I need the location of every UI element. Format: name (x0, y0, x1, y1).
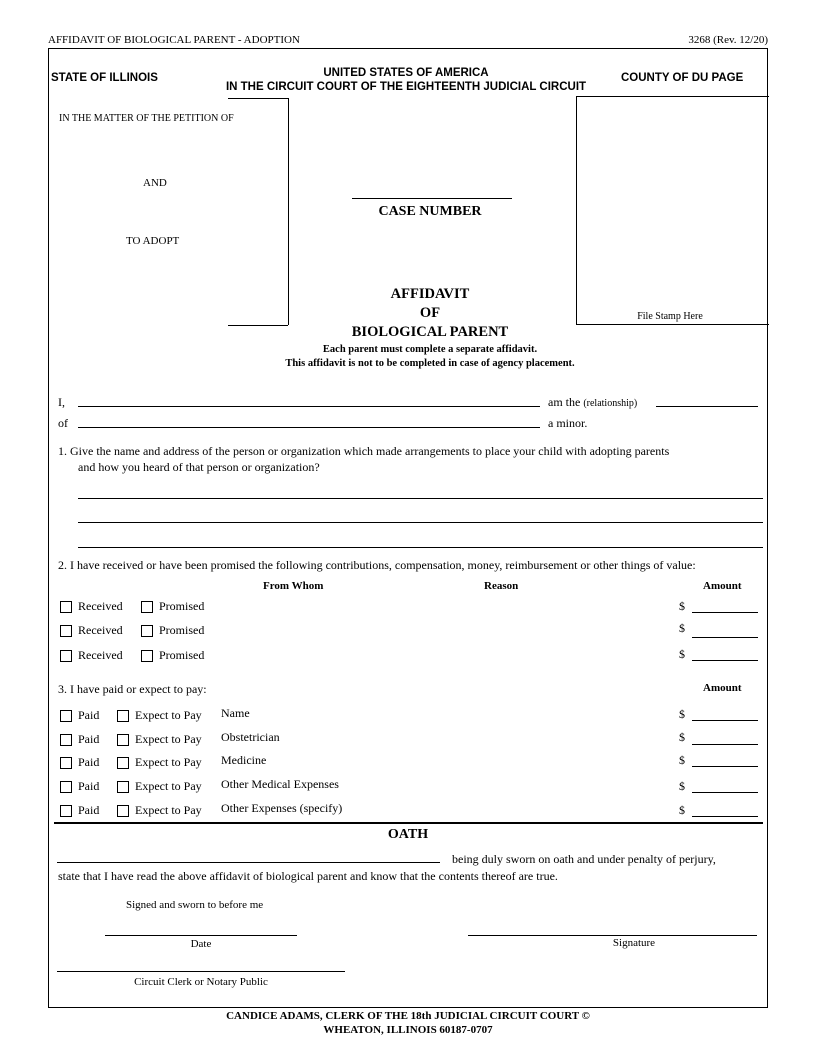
amount-field-q2-2[interactable] (692, 637, 758, 638)
oath-heading: OATH (387, 827, 429, 842)
dollar-sign: $ (679, 803, 685, 817)
of-label: of (58, 416, 68, 430)
country-label: UNITED STATES OF AMERICA (323, 67, 489, 79)
oath-name-field[interactable] (57, 862, 440, 863)
caption-left-bottom (228, 325, 288, 326)
amount-field-q3-5[interactable] (692, 816, 758, 817)
q3-col-amount: Amount (703, 682, 742, 694)
expense-item-1: Name (221, 706, 250, 720)
promised-label-3: Promised (159, 648, 205, 662)
title-line1: AFFIDAVIT (390, 286, 470, 302)
expect-checkbox-2[interactable] (117, 734, 129, 746)
county-label: COUNTY OF DU PAGE (621, 72, 744, 84)
promised-label-1: Promised (159, 599, 205, 613)
q1-line1: 1. Give the name and address of the person or organization which made arrangements to place your child with adopting parents (58, 444, 670, 458)
minor-label: a minor. (548, 416, 588, 430)
expect-checkbox-3[interactable] (117, 757, 129, 769)
paid-checkbox-2[interactable] (60, 734, 72, 746)
paid-checkbox-3[interactable] (60, 757, 72, 769)
q1-answer-line-1[interactable] (78, 498, 763, 499)
date-label: Date (190, 938, 212, 950)
oath-divider (54, 822, 763, 824)
signed-sworn-label: Signed and sworn to before me (126, 899, 264, 911)
paid-label-4: Paid (78, 779, 100, 793)
dollar-sign: $ (679, 753, 685, 767)
expense-item-3: Medicine (221, 753, 267, 767)
am-the-label (548, 395, 637, 410)
expect-checkbox-4[interactable] (117, 781, 129, 793)
dollar-sign: $ (679, 779, 685, 793)
i-label: I, (58, 395, 65, 409)
to-adopt-label: TO ADOPT (126, 235, 180, 247)
amount-field-q3-4[interactable] (692, 792, 758, 793)
expect-label-3: Expect to Pay (135, 755, 202, 769)
caption-left-bracket (288, 98, 289, 325)
expect-label-5: Expect to Pay (135, 803, 202, 817)
circuit-label: IN THE CIRCUIT COURT OF THE EIGHTEENTH JUDICIAL CIRCUIT (225, 81, 587, 93)
expect-label-1: Expect to Pay (135, 708, 202, 722)
signature-field[interactable] (468, 935, 757, 936)
received-checkbox-1[interactable] (60, 601, 72, 613)
received-label-2: Received (78, 623, 123, 637)
paid-label-1: Paid (78, 708, 100, 722)
relationship-label: (relationship) (583, 398, 638, 409)
promised-checkbox-3[interactable] (141, 650, 153, 662)
received-label-3: Received (78, 648, 123, 662)
expense-item-2: Obstetrician (221, 730, 280, 744)
file-stamp-label: File Stamp Here (637, 311, 703, 322)
expect-label-2: Expect to Pay (135, 732, 202, 746)
and-label: AND (143, 177, 167, 189)
dollar-sign: $ (679, 707, 685, 721)
amount-field-q3-2[interactable] (692, 744, 758, 745)
expect-checkbox-5[interactable] (117, 805, 129, 817)
oath-statement: state that I have read the above affidavit of biological parent and know that the contents thereof are true. (58, 869, 558, 883)
q2-text: 2. I have received or have been promised the following contributions, compensation, money, reimbursement or other things of value: (58, 558, 696, 572)
expect-label-4: Expect to Pay (135, 779, 202, 793)
promised-checkbox-2[interactable] (141, 625, 153, 637)
oath-sworn-text: being duly sworn on oath and under penalty of perjury, (452, 852, 716, 866)
note-agency: This affidavit is not to be completed in case of agency placement. (285, 358, 575, 369)
minor-name-field[interactable] (78, 427, 540, 428)
title-line2: OF (419, 305, 441, 321)
expense-item-4: Other Medical Expenses (221, 777, 339, 791)
amount-field-q2-3[interactable] (692, 660, 758, 661)
q1-answer-line-2[interactable] (78, 522, 763, 523)
clerk-notary-label: Circuit Clerk or Notary Public (134, 976, 268, 988)
dollar-sign: $ (679, 647, 685, 661)
case-number-line[interactable] (352, 198, 512, 199)
promised-label-2: Promised (159, 623, 205, 637)
received-checkbox-3[interactable] (60, 650, 72, 662)
state-label: STATE OF ILLINOIS (51, 72, 158, 84)
date-field[interactable] (105, 935, 297, 936)
am-the-text: am the (548, 395, 581, 409)
paid-label-2: Paid (78, 732, 100, 746)
amount-field-q3-3[interactable] (692, 766, 758, 767)
matter-label: IN THE MATTER OF THE PETITION OF (59, 113, 234, 124)
dollar-sign: $ (679, 599, 685, 613)
expense-item-5: Other Expenses (specify) (221, 801, 343, 815)
expect-checkbox-1[interactable] (117, 710, 129, 722)
q1-answer-line-3[interactable] (78, 547, 763, 548)
signature-label: Signature (612, 937, 656, 949)
received-label-1: Received (78, 599, 123, 613)
received-checkbox-2[interactable] (60, 625, 72, 637)
paid-checkbox-4[interactable] (60, 781, 72, 793)
caption-left-top (228, 98, 288, 99)
footer-clerk: CANDICE ADAMS, CLERK OF THE 18th JUDICIAL CIRCUIT COURT © (226, 1010, 590, 1022)
amount-field-q2-1[interactable] (692, 612, 758, 613)
form-number: 3268 (Rev. 12/20) (688, 34, 768, 46)
col-amount: Amount (703, 580, 742, 592)
title-line3: BIOLOGICAL PARENT (351, 324, 509, 340)
clerk-notary-field[interactable] (57, 971, 345, 972)
relationship-field[interactable] (656, 406, 758, 407)
note-separate: Each parent must complete a separate affidavit. (322, 344, 538, 355)
case-number-label: CASE NUMBER (378, 204, 482, 219)
amount-field-q3-1[interactable] (692, 720, 758, 721)
promised-checkbox-1[interactable] (141, 601, 153, 613)
paid-checkbox-5[interactable] (60, 805, 72, 817)
paid-checkbox-1[interactable] (60, 710, 72, 722)
dollar-sign: $ (679, 730, 685, 744)
form-title: AFFIDAVIT OF BIOLOGICAL PARENT - ADOPTION (48, 34, 300, 46)
file-stamp-box (576, 96, 769, 325)
dollar-sign: $ (679, 621, 685, 635)
footer-address: WHEATON, ILLINOIS 60187-0707 (323, 1024, 493, 1036)
paid-label-5: Paid (78, 803, 100, 817)
col-reason: Reason (484, 580, 519, 592)
name-field[interactable] (78, 406, 540, 407)
col-from-whom: From Whom (263, 580, 324, 592)
paid-label-3: Paid (78, 755, 100, 769)
q3-text: 3. I have paid or expect to pay: (58, 682, 207, 696)
q1-line2: and how you heard of that person or organization? (78, 460, 320, 474)
